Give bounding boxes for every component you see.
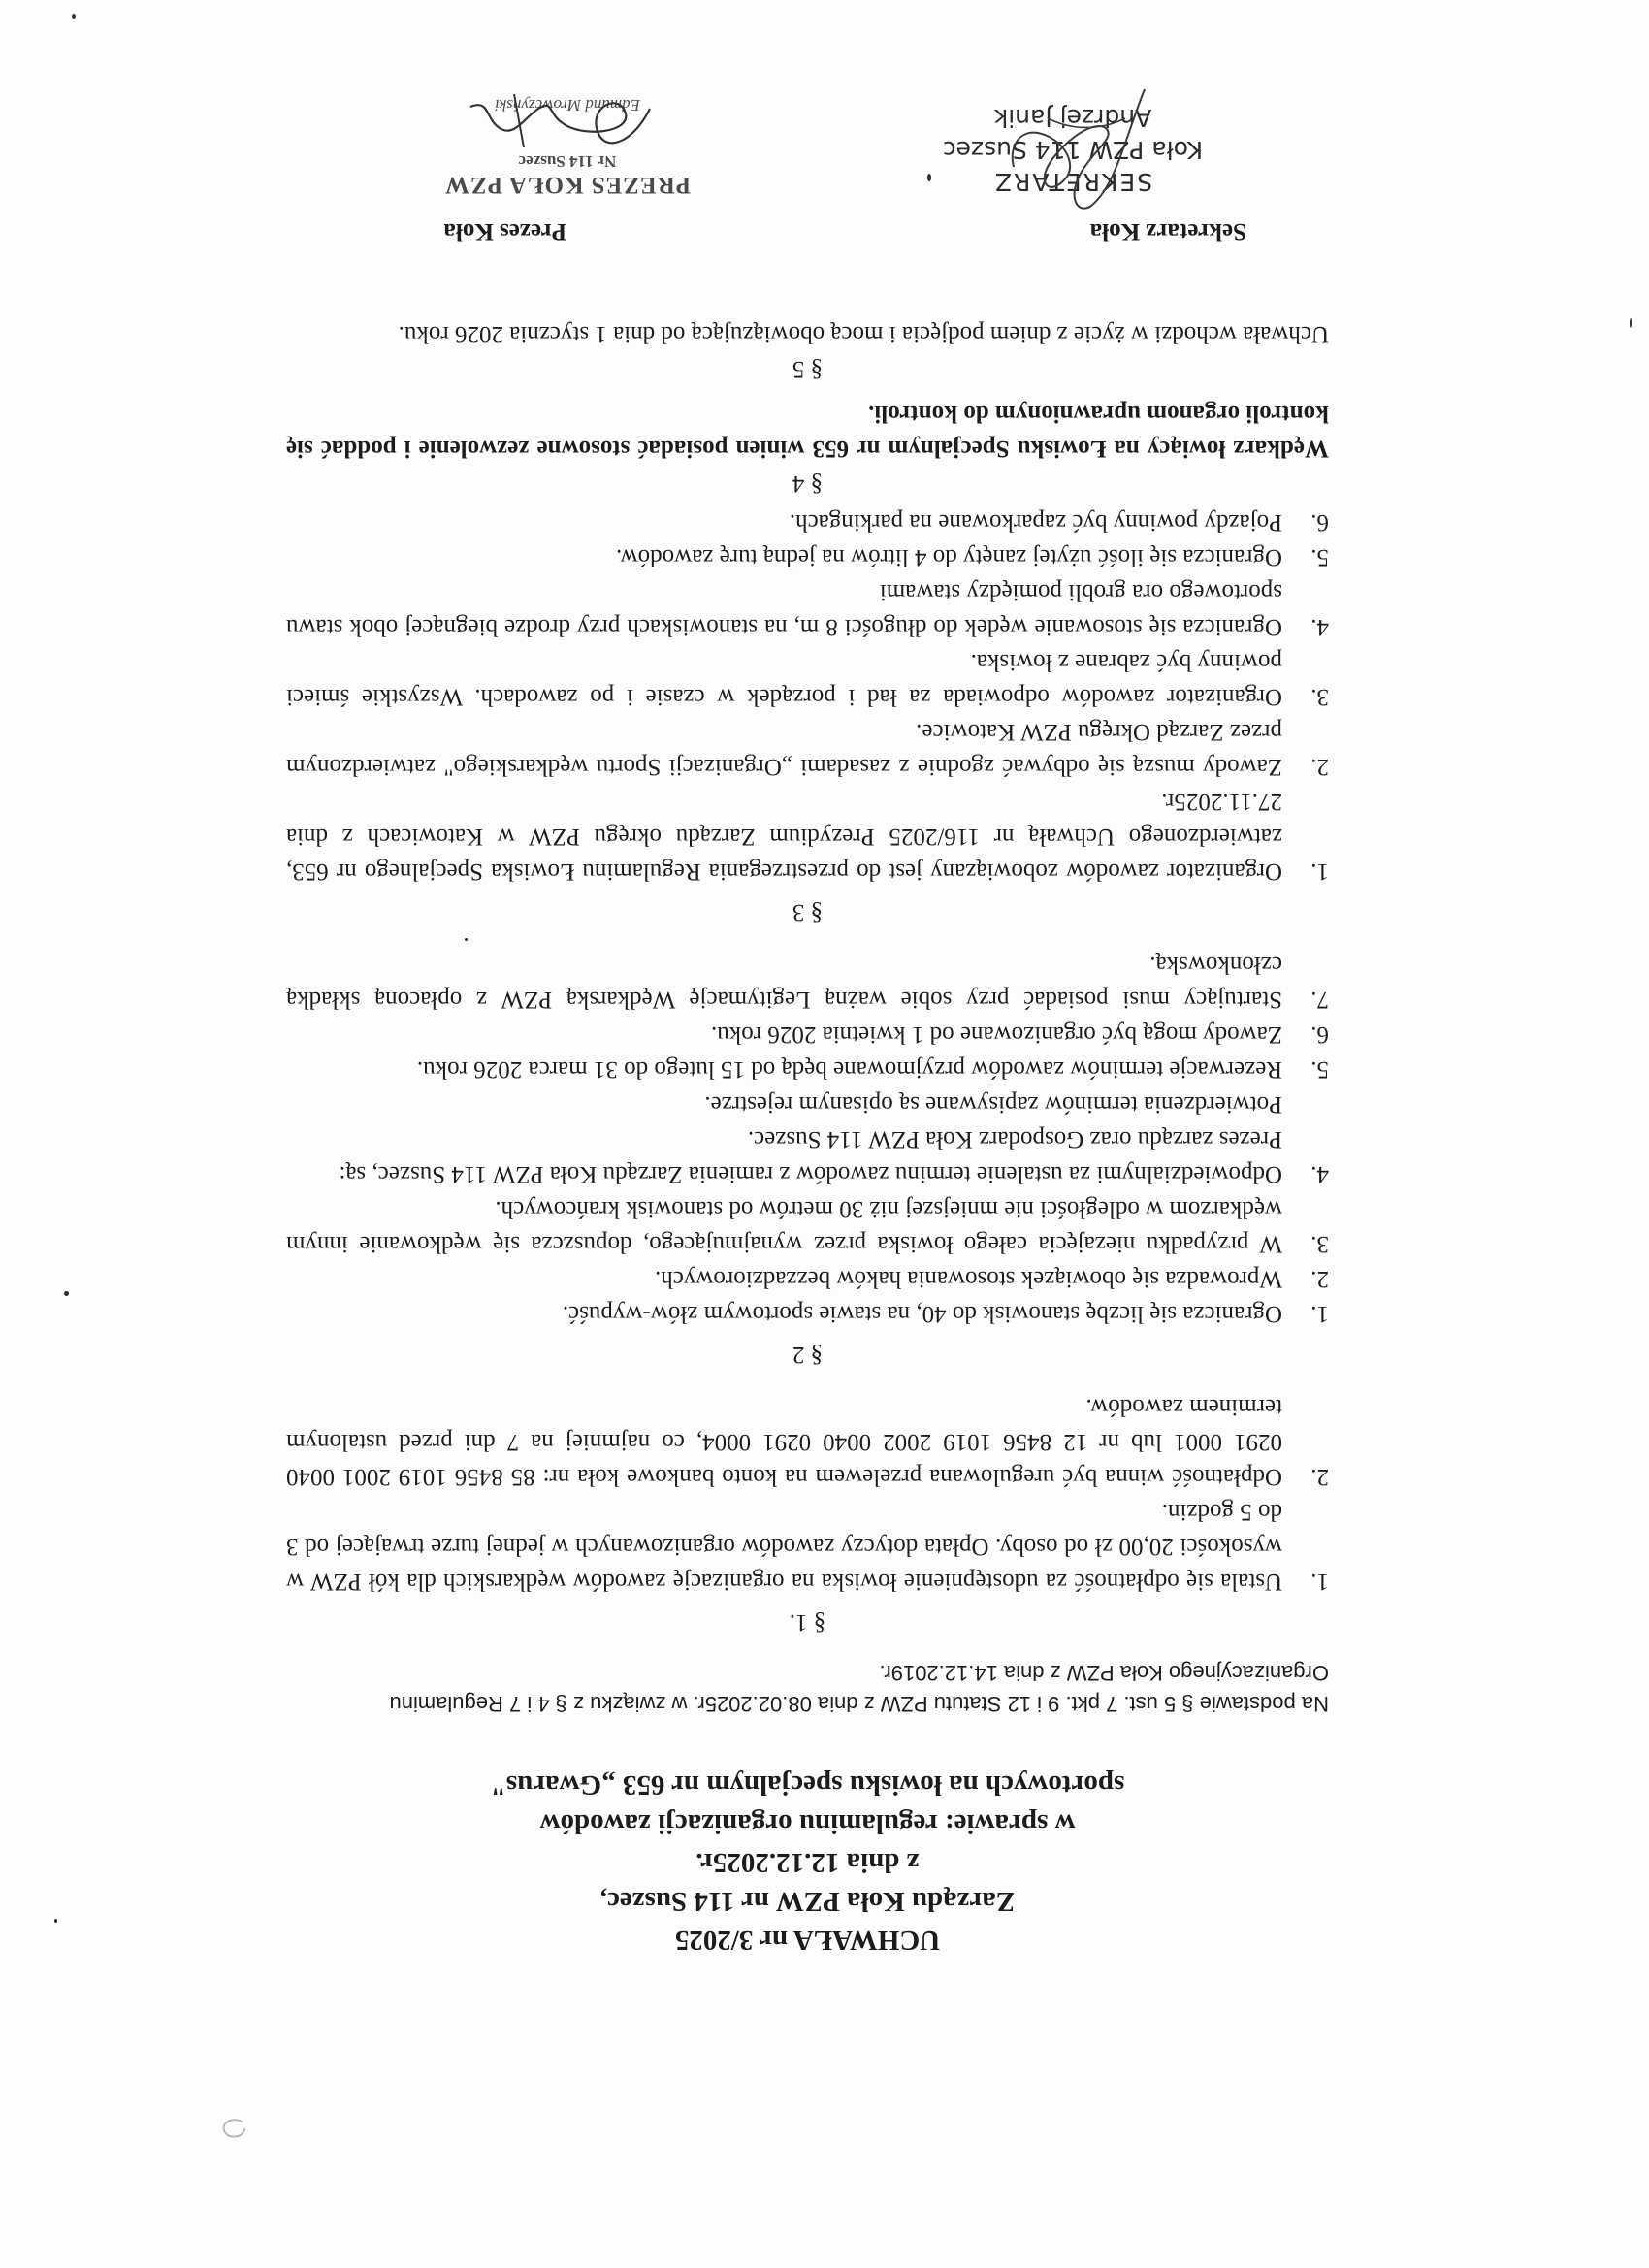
stamp-line: Edmund Mrowczyński [495, 96, 640, 114]
title-line: w sprawie: regulaminu organizacji zawodów [539, 1808, 1076, 1839]
item-text: Ogranicza się ilość użytej zanęty do 4 litrów na jedną turę zawodów. [615, 544, 1282, 570]
section-5-text: Uchwała wchodzi w życie z dniem podjęcia i mocą obowiązującą od dnia 1 stycznia 2026 roku. [398, 321, 1329, 347]
section-heading: § 1. [789, 1609, 826, 1636]
stamp-line: PREZES KOŁA PZW [444, 172, 691, 198]
section-2-list [286, 947, 1329, 1331]
legal-basis: Na podstawie § 5 ust. 7 pkt. 9 i 12 Statutu PZW z dnia 08.02.2025r. w związku z § 4 i 7 Regulaminu Organizacyjnego Koła PZW z dnia 14.12.2019r. [389, 1661, 1329, 1716]
secretary-stamp [898, 102, 1247, 198]
president-stamp [407, 95, 728, 198]
list-item [286, 574, 1329, 644]
title-line: z dnia 12.12.2025r. [695, 1847, 920, 1878]
scan-speck [1630, 318, 1632, 328]
item-text: Odpłatność winna być uregulowana przelewem na konto bankowe koła nr: 85 8456 1019 2001 0040 0291 0001 lub nr 12 8456 1019 2002 0040 0291 0004, co najmniej na 7 dni przed ustalonym terminem zawodów. [286, 1394, 1282, 1490]
scan-speck [54, 1919, 57, 1923]
item-number: 3. [1310, 1231, 1329, 1257]
list-item [286, 539, 1329, 574]
item-text: Wprowadza się obowiązek stosowania haków bezzadziorowych. [655, 1266, 1282, 1292]
stamp-line: SEKRETARZ [992, 168, 1153, 196]
item-number: 1. [1310, 1301, 1329, 1327]
section-heading: § 5 [792, 356, 824, 382]
president-label: Prezes Koła [443, 218, 566, 244]
item-text: Ogranicza się liczbę stanowisk do 40, na stawie sportowym złów-wypuść. [562, 1301, 1282, 1327]
item-number: 5. [1310, 1056, 1329, 1083]
list-item [286, 504, 1329, 539]
signature-area [286, 31, 1329, 244]
secretary-label: Sekretarz Koła [1089, 218, 1246, 244]
item-number: 3. [1310, 684, 1329, 710]
item-text: Pojazdy powinny być zaparkowane na parkingach. [789, 509, 1282, 535]
item-text: Odpowiedzialnymi za ustalenie terminu zawodów z ramienia Zarządu Koła PZW 114 Suszec, są: Prezes zarządu oraz Gospodarz Koła PZW 114 Suszec. Potwierdzenia terminów zapisywane są opisanym rejestrze. [339, 1091, 1282, 1187]
scan-speck [64, 1291, 69, 1296]
item-text: W przypadku niezajęcia całego łowiska przez wynajmującego, dopuszcza się wędkowanie innym wędkarzom w odległości nie mniejszej niż 30 metrów od stanowisk krańcowych. [286, 1196, 1282, 1257]
document-body [286, 316, 1329, 1960]
item-text: Zawody mogą być organizowane od 1 kwietnia 2026 roku. [711, 1021, 1282, 1048]
item-number: 1. [1310, 859, 1329, 885]
list-item [286, 1017, 1329, 1052]
stamp-line: Andrzej Janik [993, 104, 1152, 132]
list-item [286, 1389, 1329, 1494]
item-number: 2. [1310, 754, 1329, 780]
item-number: 7. [1310, 987, 1329, 1013]
document-title [257, 1766, 1358, 1960]
section-heading: § 4 [792, 470, 824, 497]
item-text: Zawody muszą się odbywać zgodnie z zasadami „Organizacji Sportu wędkarskiego" zatwierdzonym przez Zarząd Okręgu PZW Katowice. [286, 719, 1282, 780]
item-text: Ogranicza się stosowanie wędek do długości 8 m, na stanowiskach przy drodze biegnącej obok stawu sportowego ora grobli pomiędzy stawami [286, 579, 1282, 640]
item-number: 6. [1310, 1021, 1329, 1048]
item-text: Rezerwacje terminów zawodów przyjmowane będą od 15 lutego do 31 marca 2026 roku. [416, 1056, 1282, 1083]
item-number: 2. [1310, 1266, 1329, 1292]
item-number: 4. [1310, 614, 1329, 640]
scan-speck [72, 14, 76, 19]
item-text: Organizator zawodów zobowiązany jest do przestrzegania Regulaminu Łowiska Specjalnego nr 653, zatwierdzonego Uchwałą nr 116/2025 Prezydium Zarządu okręgu PZW w Katowicach z dnia 27.11.2025r. [286, 789, 1282, 885]
list-item [286, 784, 1329, 889]
title-line: UCHWAŁA nr 3/2025 [674, 1925, 941, 1956]
item-number: 5. [1310, 544, 1329, 570]
stamp-line: Nr 114 Suszec [518, 152, 617, 171]
list-item [286, 1296, 1329, 1331]
list-item [286, 1494, 1329, 1599]
item-number: 6. [1310, 509, 1329, 535]
item-text: Startujący musi posiadać przy sobie ważną Legitymację Wędkarską PZW z opłaconą składką członkowską. [286, 952, 1282, 1013]
item-text: Ustala się odpłatność za udostępnienie łowiska na organizację zawodów wędkarskich dla kół PZW w wysokości 20,00 zł od osoby. Opłata dotyczy zawodów organizowanych w jednej turze trwającej od 3 do 5 godzin. [286, 1499, 1282, 1595]
item-text: Organizator zawodów odpowiada za ład i porządek w czasie i po zawodach. Wszystkie śmieci powinny być zabrane z łowiska. [286, 649, 1282, 710]
list-item [286, 1052, 1329, 1086]
list-item [286, 714, 1329, 784]
title-line: Zarządu Koła PZW nr 114 Suszec, [599, 1886, 1016, 1917]
list-item [286, 1191, 1329, 1261]
stamp-line: Koła PZW 114 Suszec [942, 136, 1204, 164]
list-item [286, 1261, 1329, 1296]
section-4-text: Wędkarz łowiący na Łowisku Specjalnym nr 653 winien posiadać stosowne zezwolenie i poddać się kontroli organom uprawnionym do kontroli. [286, 401, 1329, 462]
list-item [286, 1086, 1329, 1191]
item-number: 1. [1310, 1569, 1329, 1595]
section-3-list [286, 504, 1329, 889]
item-number: 2. [1310, 1464, 1329, 1490]
scan-blot [219, 2115, 248, 2142]
list-item [286, 644, 1329, 714]
title-line: sportowych na łowisku specjalnym nr 653 „Gwarus" [490, 1769, 1125, 1800]
section-heading: § 3 [792, 899, 824, 925]
section-1-list [286, 1389, 1329, 1599]
item-number: 4. [1310, 1161, 1329, 1187]
list-item [286, 947, 1329, 1017]
section-heading: § 2 [792, 1342, 824, 1368]
